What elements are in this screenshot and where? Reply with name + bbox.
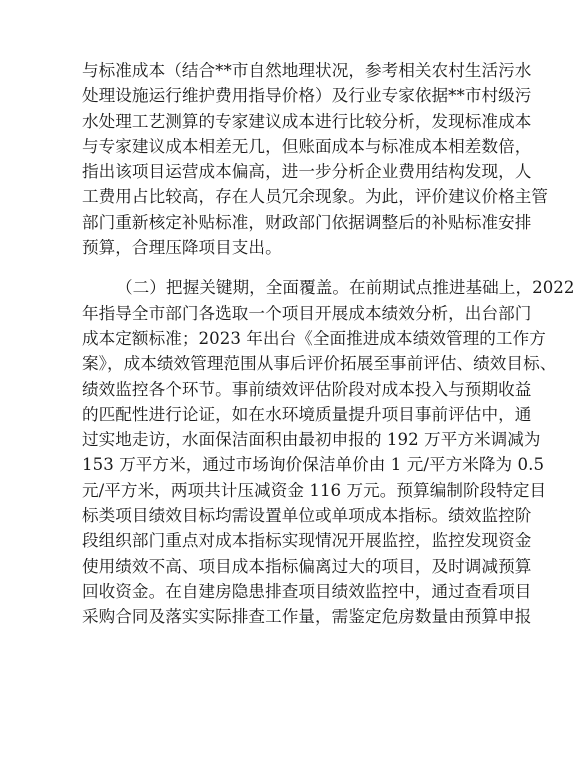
text-line: 回收资金。在自建房隐患排查项目绩效监控中，通过查看项目	[82, 581, 532, 601]
text-line: 过实地走访，水面保洁面积由最初申报的 192 万平方米调减为	[82, 430, 541, 450]
text-line: 指出该项目运营成本偏高，进一步分析企业费用结构发现，人	[82, 162, 532, 182]
text-line: 标类项目绩效目标均需设置单位或单项成本指标。绩效监控阶	[82, 506, 532, 526]
text-line: 使用绩效不高、项目成本指标偏离过大的项目，及时调减预算	[82, 556, 532, 576]
text-line: 与专家建议成本相差无几，但账面成本与标准成本相差数倍，	[82, 136, 532, 156]
text-line: 水处理工艺测算的专家建议成本进行比较分析，发现标准成本	[82, 111, 532, 131]
text-line: 153 万平方米，通过市场询价保洁单价由 1 元/平方米降为 0.5	[82, 455, 545, 475]
text-line: 工费用占比较高，存在人员冗余现象。为此，评价建议价格主管	[82, 187, 549, 207]
text-line: 案》，成本绩效管理范围从事后评价拓展至事前评估、绩效目标、	[82, 354, 557, 374]
paragraph-key-period	[82, 275, 575, 629]
text-line: 处理设施运行维护费用指导价格）及行业专家依据**市村级污	[82, 86, 532, 106]
text-line: 年指导全市部门各选取一个项目开展成本绩效分析，出台部门	[82, 303, 532, 323]
text-line-indented: （二）把握关键期，全面覆盖。在前期试点推进基础上，2022	[116, 278, 575, 298]
text-line: 绩效监控各个环节。事前绩效评估阶段对成本投入与预期收益	[82, 379, 532, 399]
text-line: 成本定额标准；2023 年出台《全面推进成本绩效管理的工作方	[82, 328, 546, 348]
text-line: 的匹配性进行论证，如在水环境质量提升项目事前评估中，通	[82, 404, 532, 424]
paragraph-spacer	[82, 260, 512, 275]
document-page	[82, 58, 575, 630]
paragraph-cost-analysis	[82, 58, 549, 260]
text-line: 元/平方米，两项共计压减资金 116 万元。预算编制阶段特定目	[82, 480, 547, 500]
text-line: 与标准成本（结合**市自然地理状况，参考相关农村生活污水	[82, 61, 532, 80]
text-line: 部门重新核定补贴标准，财政部门依据调整后的补贴标准安排	[82, 212, 532, 232]
text-line: 预算，合理压降项目支出。	[82, 238, 282, 258]
text-line: 采购合同及落实实际排查工作量，需鉴定危房数量由预算申报	[82, 607, 532, 627]
text-line: 段组织部门重点对成本指标实现情况开展监控，监控发现资金	[82, 531, 532, 551]
